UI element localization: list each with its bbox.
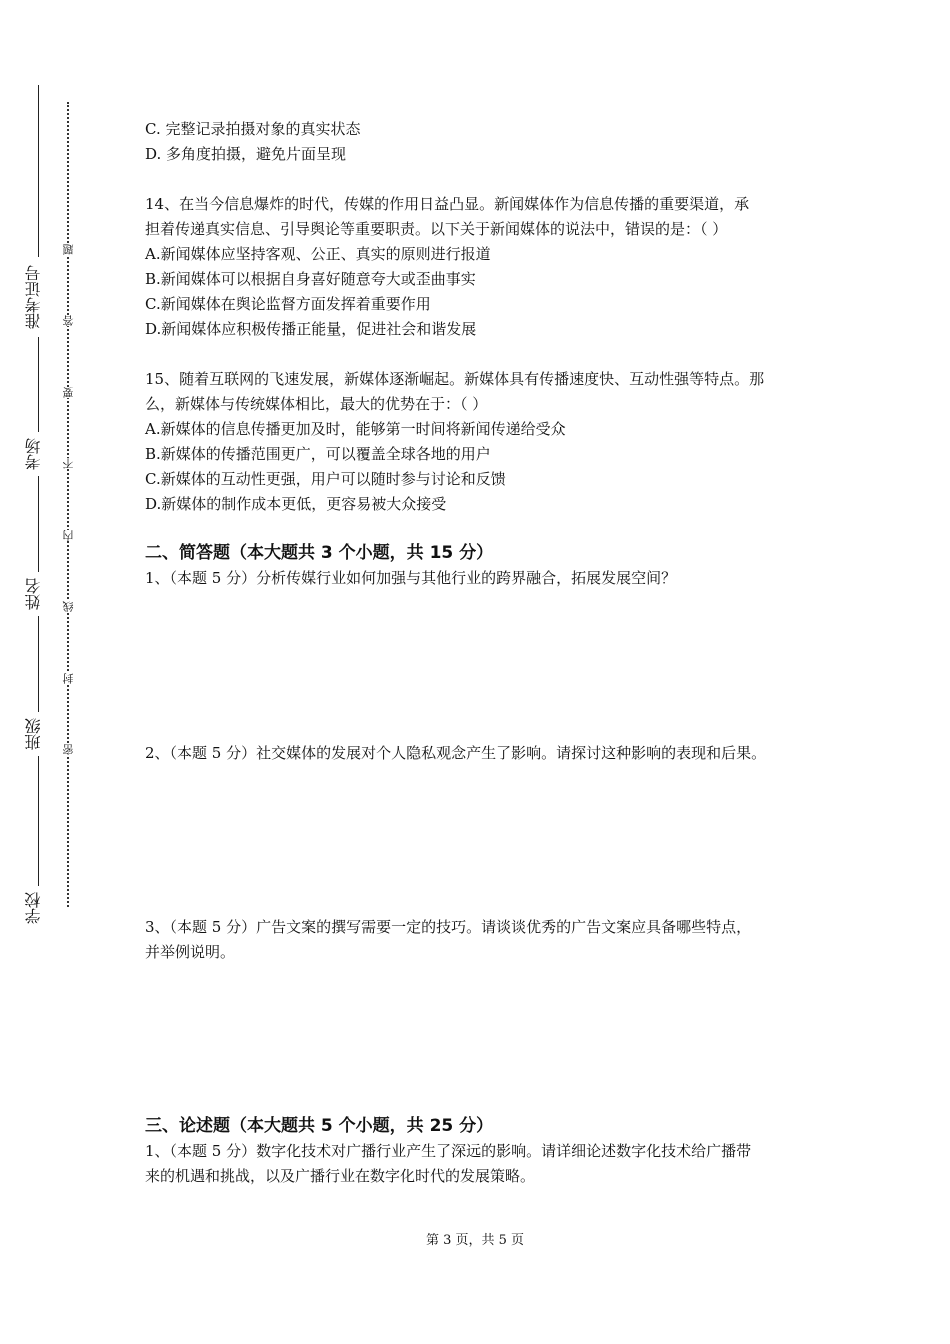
q15-option-b: B.新媒体的传播范围更广，可以覆盖全球各地的用户 <box>145 445 491 463</box>
seal-char: 线 <box>62 601 75 612</box>
q14-stem: 担着传递真实信息、引导舆论等重要职责。以下关于新闻媒体的说法中，错误的是：（ ） <box>145 220 728 238</box>
seal-char: 内 <box>62 530 75 541</box>
page-number: 第 3 页，共 5 页 <box>425 1233 525 1248</box>
q14-option-b: B.新闻媒体可以根据自身喜好随意夸大或歪曲事实 <box>145 270 476 288</box>
seal-char: 密 <box>62 744 75 755</box>
q15-stem: 么，新媒体与传统媒体相比，最大的优势在于：（ ） <box>145 395 488 413</box>
q14-option-c: C.新闻媒体在舆论监督方面发挥着重要作用 <box>145 295 431 313</box>
q15-stem: 15、随着互联网的飞速发展，新媒体逐渐崛起。新媒体具有传播速度快、互动性强等特点。那 <box>145 370 765 388</box>
section2-q2: 2、（本题 5 分）社交媒体的发展对个人隐私观念产生了影响。请探讨这种影响的表现和后果。 <box>145 744 767 762</box>
section2-q1: 1、（本题 5 分）分析传媒行业如何加强与其他行业的跨界融合，拓展发展空间？ <box>145 569 677 587</box>
label-exam-room: 考场 <box>24 438 43 470</box>
seal-char: 封 <box>62 673 75 684</box>
seal-char: 题 <box>62 244 75 255</box>
section2-q3: 并举例说明。 <box>145 943 236 961</box>
label-exam-number: 准考证号 <box>24 265 43 329</box>
label-school: 学校 <box>24 892 43 924</box>
label-name: 姓名 <box>24 578 43 610</box>
seal-char: 不 <box>62 458 75 469</box>
q14-option-a: A.新闻媒体应坚持客观、公正、真实的原则进行报道 <box>145 245 491 263</box>
rule-line <box>38 85 39 257</box>
rule-line <box>38 337 39 432</box>
seal-char: 答 <box>62 315 75 326</box>
seal-char: 要 <box>62 387 75 398</box>
q14-option-d: D.新闻媒体应积极传播正能量，促进社会和谐发展 <box>145 320 477 338</box>
section2-q3: 3、（本题 5 分）广告文案的撰写需要一定的技巧。请谈谈优秀的广告文案应具备哪些特点， <box>145 918 752 936</box>
label-class: 班级 <box>24 718 43 750</box>
rule-line <box>38 476 39 572</box>
section3-q1: 1、（本题 5 分）数字化技术对广播行业产生了深远的影响。请详细论述数字化技术给广播带 <box>145 1142 752 1160</box>
rule-line <box>38 756 39 886</box>
section3-heading: 三、论述题（本大题共 5 个小题，共 25 分） <box>145 1116 494 1136</box>
q15-option-d: D.新媒体的制作成本更低，更容易被大众接受 <box>145 495 447 513</box>
q14-stem: 14、在当今信息爆炸的时代，传媒的作用日益凸显。新闻媒体作为信息传播的重要渠道，承 <box>145 195 750 213</box>
section3-q1: 来的机遇和挑战，以及广播行业在数字化时代的发展策略。 <box>145 1167 536 1185</box>
section2-heading: 二、简答题（本大题共 3 个小题，共 15 分） <box>145 543 494 563</box>
q15-option-a: A.新媒体的信息传播更加及时，能够第一时间将新闻传递给受众 <box>145 420 566 438</box>
q13-option-c: C. 完整记录拍摄对象的真实状态 <box>145 120 361 138</box>
seal-dotted-line <box>67 102 69 907</box>
q15-option-c: C.新媒体的互动性更强，用户可以随时参与讨论和反馈 <box>145 470 506 488</box>
q13-option-d: D. 多角度拍摄，避免片面呈现 <box>145 145 347 163</box>
rule-line <box>38 616 39 712</box>
